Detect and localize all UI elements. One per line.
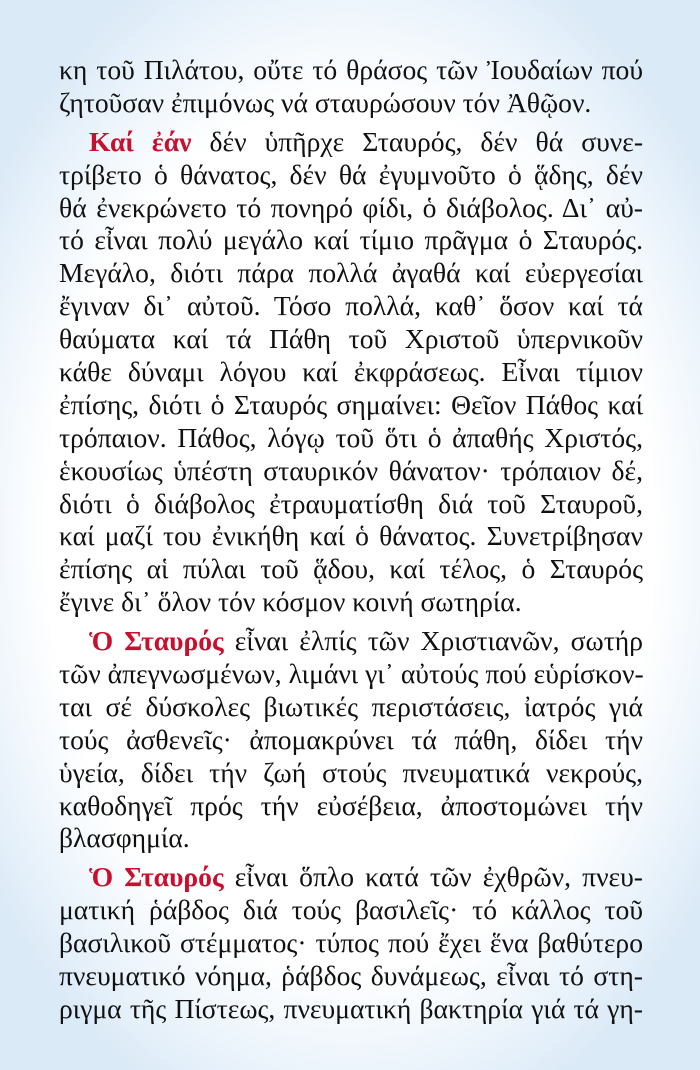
text-line xyxy=(59,861,643,894)
paragraph-1 xyxy=(59,54,643,120)
text-line xyxy=(59,126,643,159)
text-span: εἶναι ἐλπίς τῶν Χριστιανῶν, σωτήρ xyxy=(223,625,643,657)
text-line: πνευματικό νόημα, ῥάβδος δυνάμεως, εἶναι τό στη- xyxy=(59,960,643,992)
text-line: ἔγιναν δι᾽ αὐτοῦ. Τόσο πολλά, καθ᾽ ὅσον καί τά xyxy=(59,290,643,322)
text-line: τούς ἀσθενεῖς· ἀπομακρύνει τά πάθη, δίδει τήν xyxy=(59,723,643,755)
text-line xyxy=(59,625,643,658)
text-line: ριγμα τῆς Πίστεως, πνευματική βακτηρία γιά τά γη- xyxy=(59,992,643,1024)
text-line: κη τοῦ Πιλάτου, οὔτε τό θράσος τῶν Ἰουδαίων πού xyxy=(59,54,643,85)
text-span: δέν ὑπῆρχε Σταυρός, δέν θά συνε- xyxy=(191,125,644,157)
text-line: κάθε δύναμι λόγου καί ἐκφράσεως. Εἶναι τίμιον xyxy=(59,356,643,388)
text-line: βλασφημία. xyxy=(59,822,190,854)
text-line: τρίβετο ὁ θάνατος, δέν θά ἐγυμνοῦτο ὁ ᾅδης, δέν xyxy=(59,158,643,190)
text-line: ται σέ δύσκολες βιωτικές περιστάσεις, ἰατρός γιά xyxy=(59,690,643,722)
text-line: ἐπίσης αἱ πύλαι τοῦ ᾅδου, καί τέλος, ὁ Σταυρός xyxy=(59,553,643,585)
paragraph-lead: Ὁ Σταυρός xyxy=(89,625,224,657)
text-line: καθοδηγεῖ πρός τήν εὐσέβεια, ἀποστομώνει τήν xyxy=(59,789,643,821)
text-line: ἔγινε δι᾽ ὅλον τόν κόσμον κοινή σωτηρία. xyxy=(59,586,522,618)
text-line: τῶν ἀπεγνωσμένων, λιμάνι γι᾽ αὐτούς πού εὑρίσκον- xyxy=(59,658,644,690)
paragraph-2 xyxy=(59,126,643,619)
text-line: καί μαζί του ἐνικήθη καί ὁ θάνατος. Συνετρίβησαν xyxy=(59,520,643,552)
body-text xyxy=(59,54,643,1026)
text-line: ματική ῥάβδος διά τούς βασιλεῖς· τό κάλλος τοῦ xyxy=(59,894,643,926)
text-line: θά ἐνεκρώνετο τό πονηρό φίδι, ὁ διάβολος. Δι᾽ αὐ- xyxy=(59,191,643,223)
paragraph-lead: Καί ἐάν xyxy=(89,125,192,157)
paragraph-3 xyxy=(59,625,643,855)
text-span: εἶναι ὅπλο κατά τῶν ἐχθρῶν, πνευ- xyxy=(223,861,643,893)
text-line: Μεγάλο, διότι πάρα πολλά ἀγαθά καί εὐεργεσίαι xyxy=(59,257,643,289)
text-line: ἑκουσίως ὑπέστη σταυρικόν θάνατον· τρόπαιον δέ, xyxy=(59,454,643,486)
text-line: τό εἶναι πολύ μεγάλο καί τίμιο πρᾶγμα ὁ Σταυρός. xyxy=(59,224,643,256)
paragraph-4 xyxy=(59,861,643,1025)
text-line: ζητοῦσαν ἐπιμόνως νά σταυρώσουν τόν Ἀθῷον. xyxy=(59,86,592,118)
text-line: τρόπαιον. Πάθος, λόγῳ τοῦ ὅτι ὁ ἀπαθής Χριστός, xyxy=(59,421,643,453)
text-line: διότι ὁ διάβολος ἐτραυματίσθη διά τοῦ Σταυροῦ, xyxy=(59,487,643,519)
text-line: ὑγεία, δίδει τήν ζωή στούς πνευματικά νεκρούς, xyxy=(59,756,643,788)
paragraph-lead: Ὁ Σταυρός xyxy=(89,861,224,893)
text-line: βασιλικοῦ στέμματος· τύπος πού ἔχει ἕνα βαθύτερο xyxy=(59,927,643,959)
text-line: θαύματα καί τά Πάθη τοῦ Χριστοῦ ὑπερνικοῦν xyxy=(59,323,643,355)
text-line: ἐπίσης, διότι ὁ Σταυρός σημαίνει: Θεῖον Πάθος καί xyxy=(59,388,643,420)
